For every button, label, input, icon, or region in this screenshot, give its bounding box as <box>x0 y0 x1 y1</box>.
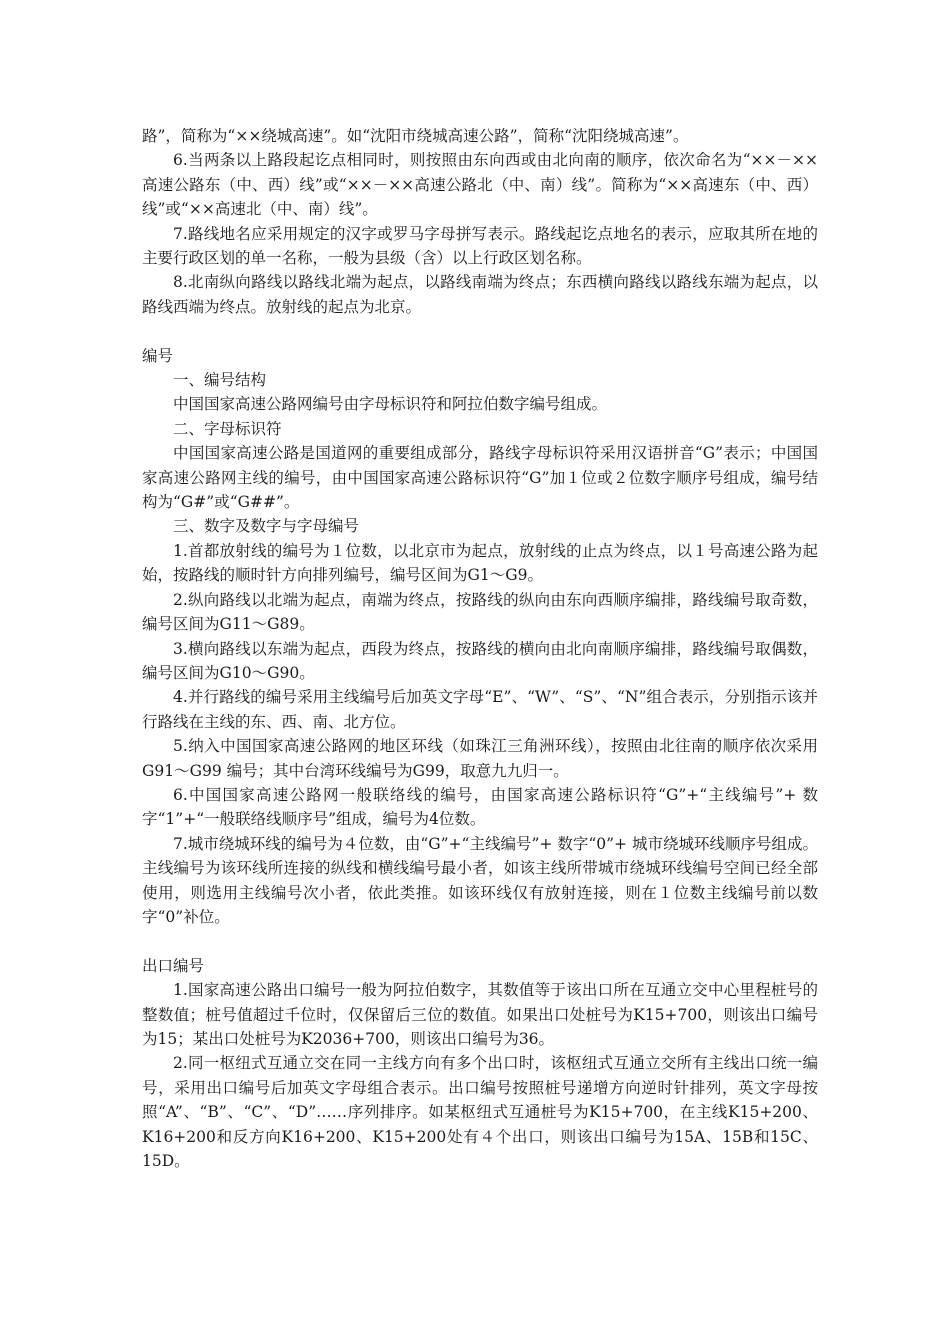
document-page <box>142 124 818 1173</box>
subsection-title-structure: 一、编号结构 <box>173 371 267 390</box>
section-spacer <box>142 319 818 343</box>
subsection-title-letter-identifier: 二、字母标识符 <box>173 419 282 438</box>
numbering-rule-item: 6.中国国家高速公路网一般联络线的编号，由国家高速公路标识符“G”+“主线编号”+ 数字“1”+“一般联络线顺序号”组成，编号为4位数。 <box>142 785 818 829</box>
exit-rule-item: 1.国家高速公路出口编号一般为阿拉伯数字，其数值等于该出口所在互通立交中心里程桩号的整数值；桩号值超过千位时，仅保留后三位的数值。如果出口处桩号为K15+700，则该出口编号为15；某出口处桩号为K2036+700，则该出口编号为36。 <box>142 981 818 1048</box>
paragraph-naming-rule-8: 8.北南纵向路线以路线北端为起点，以路线南端为终点；东西横向路线以路线东端为起点，以路线西端为终点。放射线的起点为北京。 <box>142 273 818 316</box>
paragraph-naming-rule-7: 7.路线地名应采用规定的汉字或罗马字母拼写表示。路线起讫点地名的表示，应取其所在地的主要行政区划的单一名称，一般为县级（含）以上行政区划名称。 <box>142 224 818 268</box>
paragraph-letter-identifier: 中国国家高速公路是国道网的重要组成部分，路线字母标识符采用汉语拼音“G”表示；中国国家高速公路网主线的编号，由中国国家高速公路标识符“G”加１位或２位数字顺序号组成，编号结构为“G#”或“G##”。 <box>142 444 818 512</box>
section-title-exit-numbering: 出口编号 <box>142 956 205 975</box>
section-spacer <box>142 929 818 953</box>
numbering-rule-item: 2.纵向路线以北端为起点，南端为终点，按路线的纵向由东向西顺序编排，路线编号取奇数，编号区间为G11～G89。 <box>142 590 818 634</box>
subsection-title-number-letter: 三、数字及数字与字母编号 <box>173 517 360 536</box>
section-title-numbering: 编号 <box>142 346 174 365</box>
numbering-rule-item: 1.首都放射线的编号为１位数，以北京市为起点，放射线的止点为终点，以１号高速公路为起始，按路线的顺时针方向排列编号，编号区间为G1～G9。 <box>142 541 818 585</box>
paragraph-naming-continued: 路”，简称为“××绕城高速”。如“沈阳市绕城高速公路”，简称“沈阳绕城高速”。 <box>142 127 689 145</box>
numbering-rule-item: 7.城市绕城环线的编号为４位数，由“G”+“主线编号”+ 数字“0”+ 城市绕城环线顺序号组成。主线编号为该环线所连接的纵线和横线编号最小者，如该主线所带城市绕城环线编号空间已经全部使用，则选用主线编号次小者，依此类推。如该环线仅有放射连接，则在１位数主线编号前以数字“0”补位。 <box>142 834 818 926</box>
numbering-rule-item: 3.横向路线以东端为起点，西段为终点，按路线的横向由北向南顺序编排，路线编号取偶数，编号区间为G10～G90。 <box>142 639 818 682</box>
numbering-rule-item: 5.纳入中国国家高速公路网的地区环线（如珠江三角洲环线），按照由北往南的顺序依次采用G91～G99 编号；其中台湾环线编号为G99，取意九九归一。 <box>142 737 818 780</box>
paragraph-naming-rule-6: 6.当两条以上路段起讫点相同时，则按照由东向西或由北向南的顺序，依次命名为“××－××高速公路东（中、西）线”或“××－××高速公路北（中、南）线”。简称为“××高速东（中、西）线”或“××高速北（中、南）线”。 <box>142 151 818 219</box>
paragraph-structure: 中国国家高速公路网编号由字母标识符和阿拉伯数字编号组成。 <box>173 395 608 414</box>
numbering-rule-item: 4.并行路线的编号采用主线编号后加英文字母“E”、“W”、“S”、“N”组合表示，分别指示该并行路线在主线的东、西、南、北方位。 <box>142 688 818 731</box>
exit-rule-item: 2.同一枢纽式互通立交在同一主线方向有多个出口时，该枢纽式互通立交所有主线出口统一编号，采用出口编号后加英文字母组合表示。出口编号按照桩号递增方向逆时针排列，英文字母按照“A”、“B”、“C”、“D”……序列排序。如某枢纽式互通桩号为K15+700，在主线K15+200、K16+200和反方向K16+200、K15+200处有４个出口，则该出口编号为15A、15B和15C、15D。 <box>142 1054 818 1171</box>
